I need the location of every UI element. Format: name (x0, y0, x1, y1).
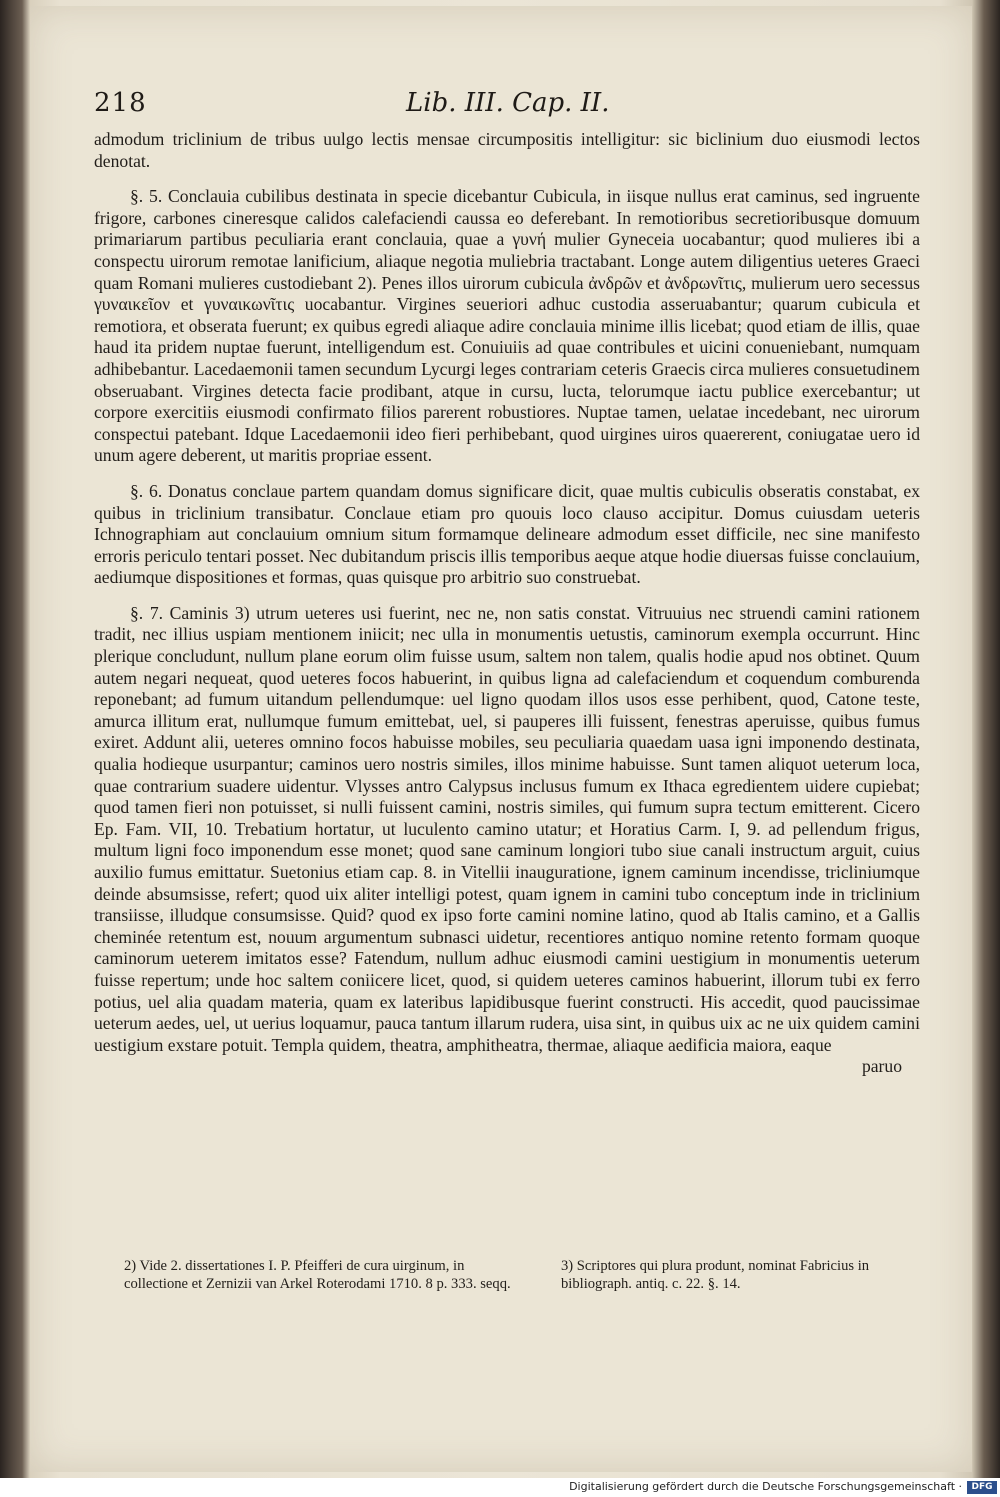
paragraph-section-7: §. 7. Caminis 3) utrum ueteres usi fuerint, nec ne, non satis constat. Vitruuius nec struendi camini rationem tradit, nec illius uspiam mentionem iniicit; nec ulla in monumentis uetustis, caminorum exempla occurrunt. Hinc plerique concludunt, nullum plane eorum olim fuisse usum, saltem non talem, qualis hodie apud nos obtinet. Quum autem negari nequeat, quod ueteres focos habuerint, in quibus ligna ad calefaciendum et coquendum comburenda reponebant; ad fumum uitandum pellendumque: uel ligno quodam illos usos esse perhibent, quod, Catone teste, amurca illitum erat, nullumque fumum emittebat, uel, si pauperes illi fuissent, fenestras aperuisse, quibus fumus exiret. Addunt alii, ueteres omnino focos habuisse mobiles, seu peculiaria quaedam uasa igni imponendo destinata, qualia hodieque usurpantur; caminos uero nostris similes, illos minime habuisse. Sunt tamen aliquot ueterum loca, quae contrarium suadere uidentur. Vlysses antro Calypsus inclusus fumum ex Ithaca egredientem uidere cupiebat; quod tamen fieri non potuisset, si nulli fuissent camini, nostris similes, qui fumum supra tectum emitterent. Cicero Ep. Fam. VII, 10. Trebatium hortatur, ut luculento camino utatur; et Horatius Carm. I, 9. ad pellendum frigus, multum ligni foco imponendum esse monet; quod sane caminum longiori tubo siue canali instructum arguit, cuius auxilio fumus emittatur. Suetonius etiam cap. 8. in Vitellii inauguratione, ignem caminum incendisse, tricliniumque deinde absumsisse, refert; quod uix aliter intelligi potest, quam ignem in camini tubo conceptum inde in triclinium transiisse, illudque consumsisse. Quid? quod ex ipso forte camini nomine latino, quod ab Italis camino, et a Gallis cheminée retentum est, nouum argumentum subnasci uidetur, recentiores antiquo nomine retento formam quoque caminorum ueterem imitatos esse? Fatendum, nullum adhuc eiusmodi camini uestigium in monumentis ueterum fuisse repertum; unde hoc saltem coniicere licet, quod, si quidem ueteres caminos habuerint, illorum tubi ex ferro potius, uel alia quadam materia, quam ex lateribus lapidibusque fuerint constructi. His accedit, quod paucissimae ueterum aedes, uel, ut uerius loquamur, pauca tantum illarum rudera, uisa sint, in quibus uix ac ne uix quidem camini uestigium exstare potuit. Templa quidem, theatra, amphitheatra, thermae, aliaque aedificia maiora, eaque (94, 602, 920, 1055)
dfg-logo-icon: DFG (967, 1481, 997, 1494)
page-number: 218 (94, 88, 147, 118)
running-head: Lib. III. Cap. II. (406, 88, 610, 118)
main-text (94, 129, 920, 1078)
page-header (94, 88, 854, 128)
funding-credit: Digitalisierung gefördert durch die Deutsche Forschungsgemeinschaft · (569, 1480, 962, 1493)
digitization-footer (0, 1478, 1000, 1497)
paragraph-section-5: §. 5. Conclauia cubilibus destinata in specie dicebantur Cubicula, in iisque nullus erat caminus, sed ingruente frigore, carbones cineresque calidos calefaciendi caussa eo deferebant. In remotioribus secretioribusque domuum primariarum partibus peculiaria erant conclauia, quae a γυνή mulier Gyneceia uocabantur; quod mulieres ibi a conspectu uirorum remotae lanificium, aliaque negotia muliebria tractabant. Longe autem diligentius ueteres Graeci quam Romani mulieres custodiebant 2). Penes illos uirorum cubicula ἀνδρῶν et ἀνδρωνῖτις, mulierum uero secessus γυναικεῖον et γυναικωνῖτις uocabantur. Virgines seueriori adhuc custodia asseruabantur; quarum cubicula et remotiora, et obserata fuerunt; ex quibus egredi aliaque adire conclauia minime illis licebat; quod etiam de illis, quae haud ita pridem nuptae fuerunt, intelligendum est. Conuiuiis ad quae contribules et uicini conueniebant, numquam adhibebantur. Lacedaemonii tamen secundum Lycurgi leges contrariam ceteris Graecis circa mulieres consuetudinem obseruabant. Virgines detecta facie prodibant, atque in cursu, lucta, telorumque iactu publice exercebantur; ut corpore exercitiis eiusmodi confirmato filios parerent robustiores. Nuptae tamen, uelatae incedebant, nec uirorum conspectui patebant. Idque Lacedaemonii ideo fieri perhibebant, quod uirgines uiros quaererent, coniugatae uero id unum agere deberent, ut maritis propriae essent. (94, 186, 920, 466)
footnote-2: 2) Vide 2. dissertationes I. P. Pfeifferi de cura uirginum, in collectione et Zernizii van Arkel Roterodami 1710. 8 p. 333. seqq. (124, 1258, 511, 1292)
paragraph-continuation: admodum triclinium de tribus uulgo lectis mensae circumpositis intelligitur: sic biclinium duo eiusmodi lectos denotat. (94, 129, 920, 171)
paragraph-section-6: §. 6. Donatus conclaue partem quandam domus significare dicit, quae multis cubiculis obseratis constabat, ex quibus in triclinium transibatur. Conclaue etiam pro quouis loco clauso accipitur. Domus cuiusdam ueteris Ichnographiam aut conclauium omnium situm formamque delineare admodum esset difficile, nec sine manifesto erroris periculo tentari posset. Nec dubitandum priscis illis temporibus aeque atque hodie diuersas fuisse conclauium, aediumque dispositiones et formas, quas quisque pro arbitrio suo construebat. (94, 480, 920, 588)
footnote-3: 3) Scriptores qui plura produnt, nominat Fabricius in bibliograph. antiq. c. 22. §. 14. (561, 1258, 870, 1292)
catchword: paruo (861, 1056, 902, 1077)
